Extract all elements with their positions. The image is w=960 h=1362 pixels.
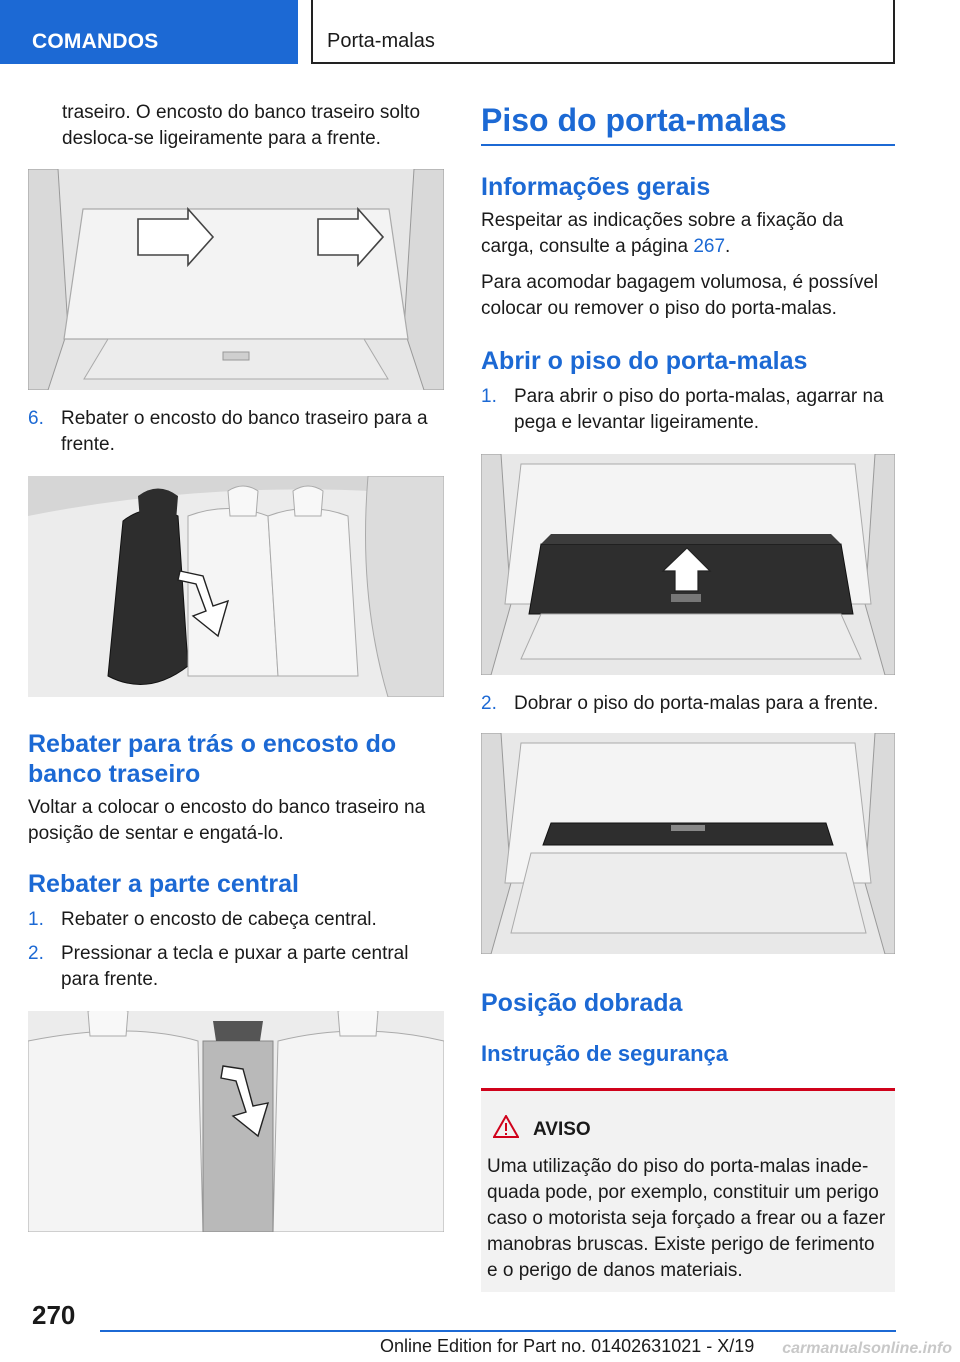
paragraph-info-1: Respeitar as indicações sobre a fixação da carga, consulte a página 267. <box>481 210 844 257</box>
section-tab: COMANDOS <box>0 0 298 64</box>
floor-folded-figure <box>481 733 895 954</box>
page-title: Porta-malas <box>311 0 895 64</box>
step-text: Rebater o encosto do banco traseiro para a frente. <box>61 408 428 455</box>
step-number: 2. <box>481 693 497 714</box>
warning-header <box>487 1115 889 1144</box>
step-text: Para abrir o piso do porta-malas, agarrar na pega e levantar ligeiramente. <box>514 386 884 433</box>
heading-piso: Piso do porta-malas <box>481 100 895 146</box>
warning-icon <box>493 1115 519 1144</box>
footer-rule <box>100 1330 896 1332</box>
warning-box <box>481 1088 895 1292</box>
step-6 <box>28 406 444 458</box>
step-number: 2. <box>28 943 44 964</box>
step-abrir-1 <box>481 384 895 436</box>
intro-paragraph: traseiro. O encosto do banco traseiro solto desloca-se ligeiramente para a frente. <box>62 102 421 149</box>
trunk-seat-release-figure <box>28 169 444 390</box>
warning-text: Uma utilização do piso do porta-malas inadequada pode, por exemplo, constituir um perigo caso o motorista seja forçado a frear ou a fazer manobras bruscas. Existe perigo de ferimento e o perigo de danos materiais. <box>487 1156 886 1281</box>
warning-title: AVISO <box>533 1118 591 1140</box>
seat-fold-forward-figure <box>28 476 444 697</box>
watermark: carmanualsonline.info <box>782 1340 952 1357</box>
page-number: 270 <box>32 1300 76 1330</box>
step-number: 1. <box>28 909 44 930</box>
paragraph-info-2: Para acomodar bagagem volumosa, é possível colocar ou remover o piso do porta-malas. <box>481 272 879 319</box>
step-text: Rebater o encosto de cabeça central. <box>61 909 377 930</box>
step-number: 1. <box>481 386 497 407</box>
paragraph-rebater-tras: Voltar a colocar o encosto do banco traseiro na posição de sentar e engatá-lo. <box>28 797 426 844</box>
heading-posicao: Posição dobrada <box>481 989 683 1017</box>
heading-rebater-tras: Rebater para trás o encosto do banco traseiro <box>28 730 397 788</box>
center-section-figure <box>28 1011 444 1232</box>
step-text: Dobrar o piso do porta-malas para a frente. <box>514 693 879 714</box>
floor-lift-figure <box>481 454 895 675</box>
step-text: Pressionar a tecla e puxar a parte central para frente. <box>61 943 409 990</box>
left-column <box>28 100 444 1232</box>
heading-abrir: Abrir o piso do porta-malas <box>481 347 808 375</box>
heading-informacoes: Informações gerais <box>481 173 711 201</box>
page-link[interactable]: 267 <box>693 236 726 257</box>
heading-parte-central: Rebater a parte central <box>28 870 299 898</box>
step-number: 6. <box>28 408 44 429</box>
footer-edition: Online Edition for Part no. 01402631021 - X/19 <box>380 1336 755 1356</box>
step-central-1 <box>28 907 444 933</box>
heading-seguranca: Instrução de segurança <box>481 1041 728 1066</box>
right-column <box>481 100 895 1292</box>
step-central-2 <box>28 941 444 993</box>
step-abrir-2 <box>481 691 895 717</box>
